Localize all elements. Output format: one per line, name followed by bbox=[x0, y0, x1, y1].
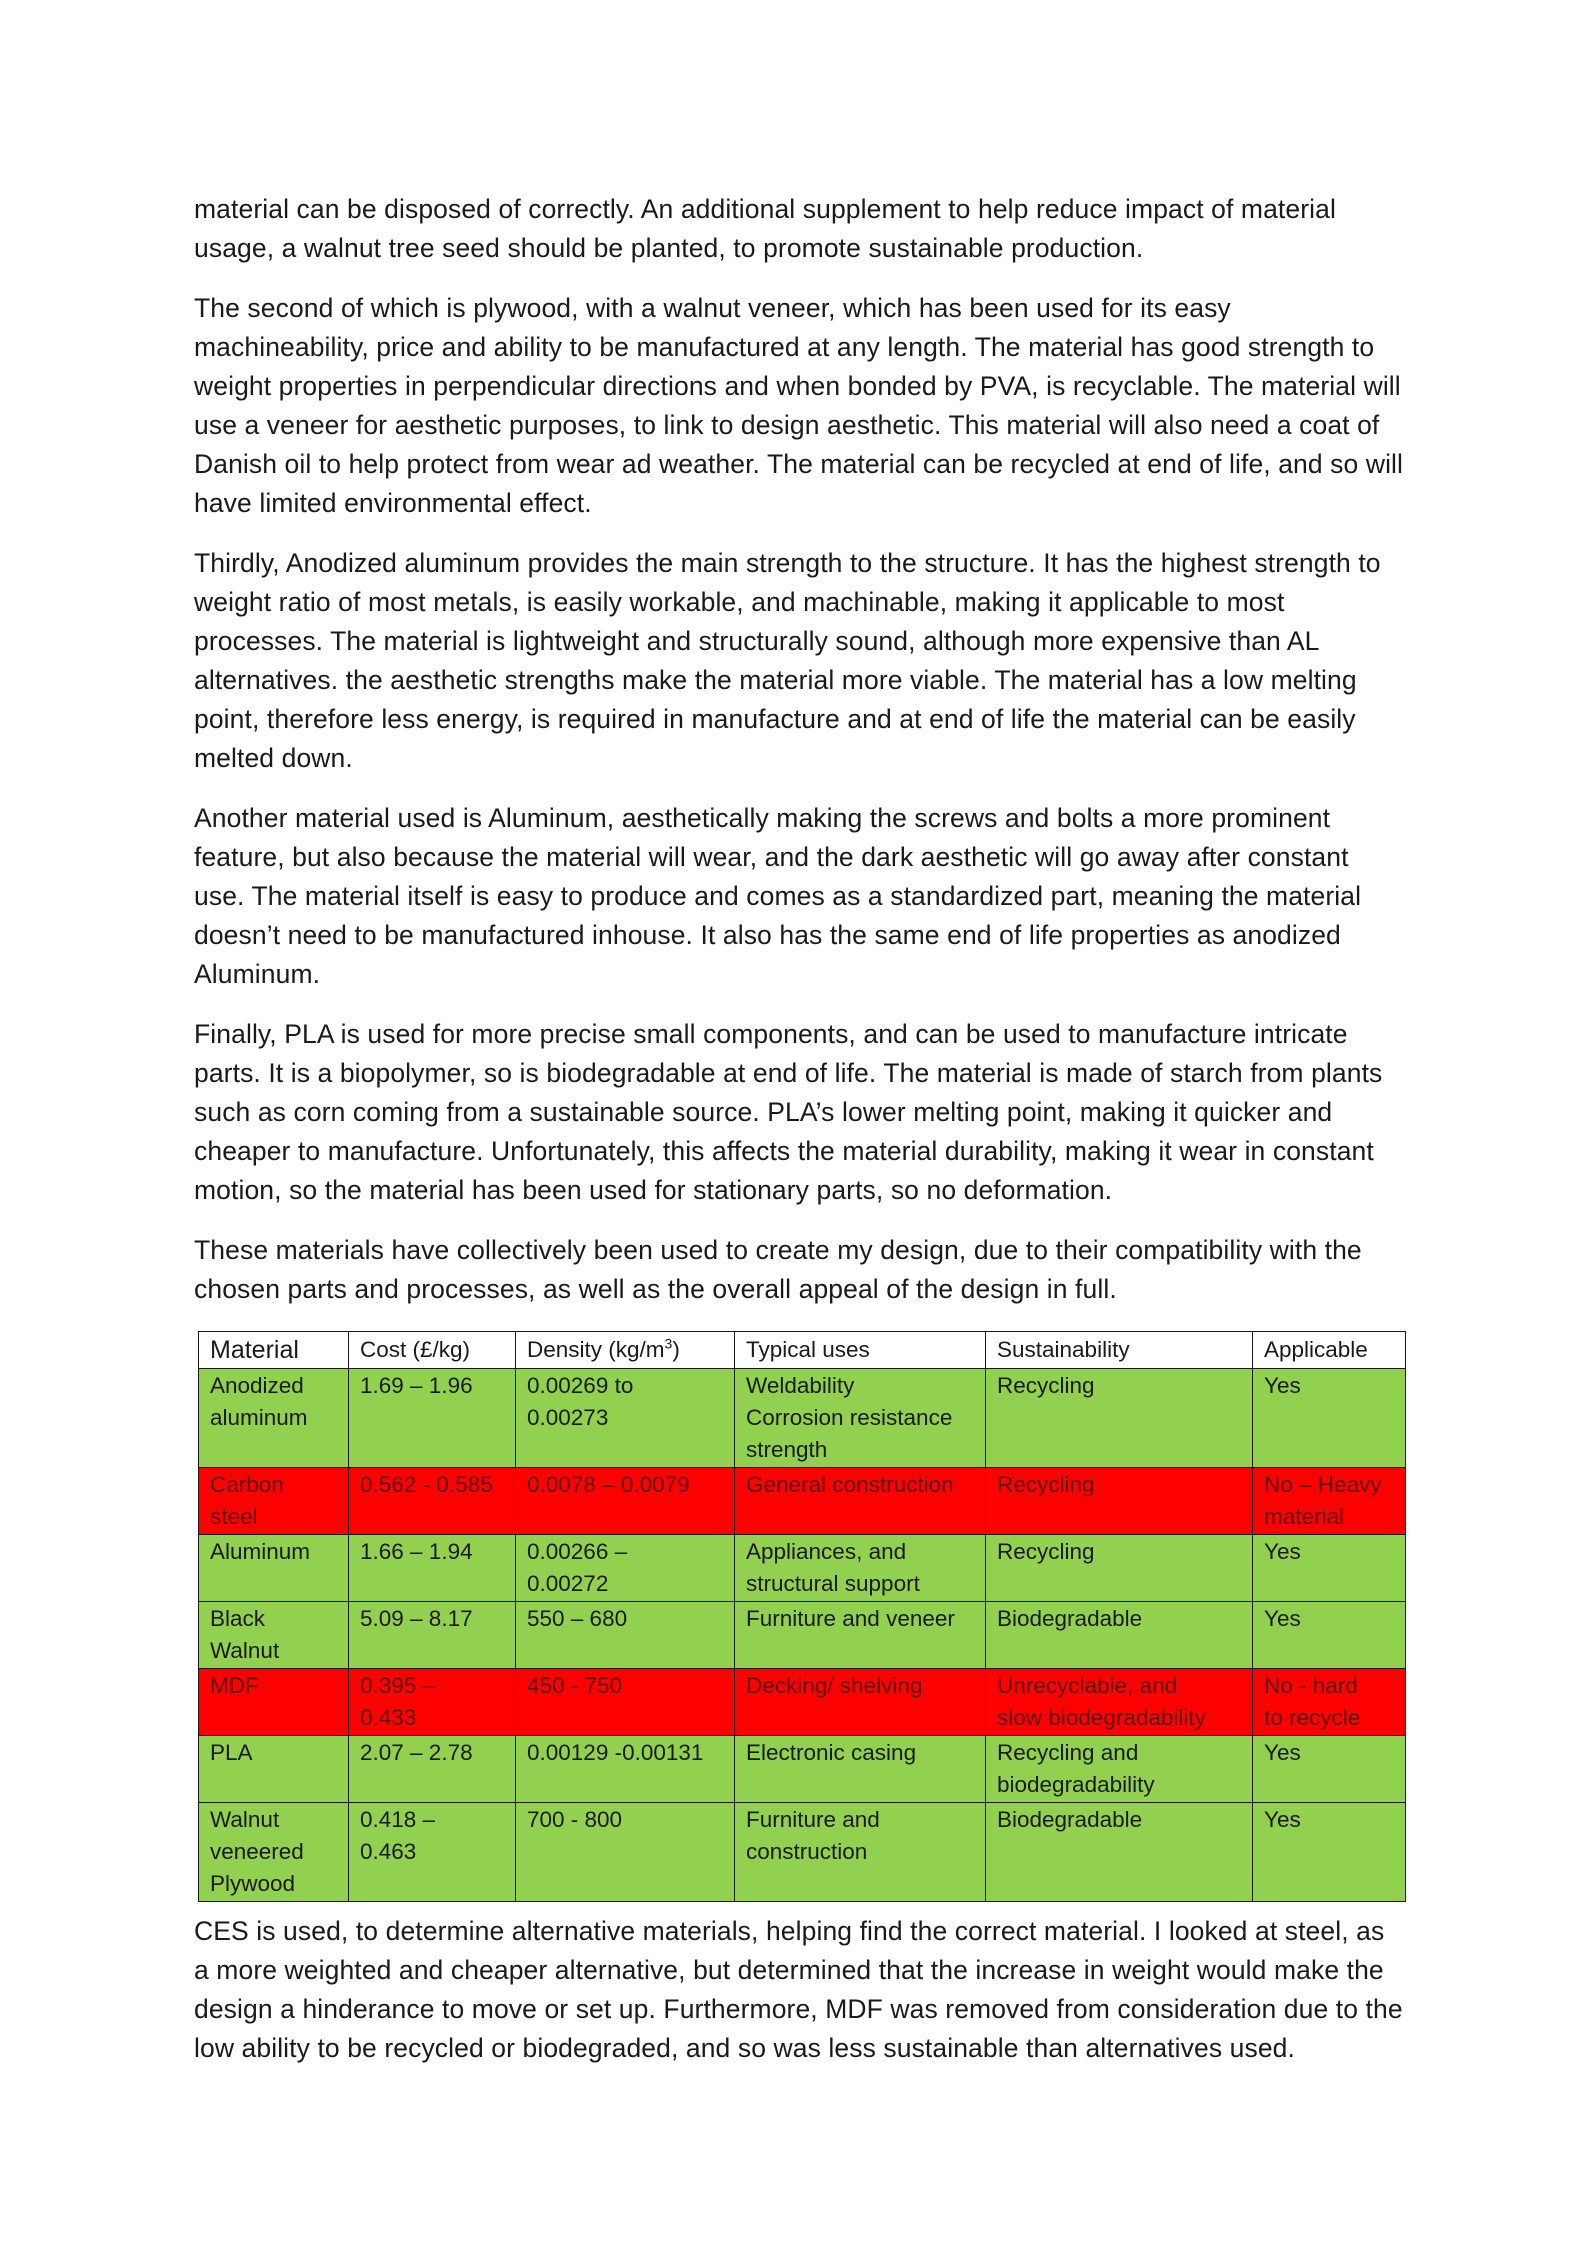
cell-cost: 0.395 – 0.433 bbox=[349, 1669, 516, 1736]
cell-density: 0.00266 – 0.00272 bbox=[516, 1535, 735, 1602]
header-sustainability: Sustainability bbox=[986, 1332, 1253, 1369]
header-material: Material bbox=[199, 1332, 349, 1369]
paragraph-pla: Finally, PLA is used for more precise small components, and can be used to manufacture intricate parts. It is a biopolymer, so is biodegradable at end of life. The material is made of starch from plants such as corn coming from a sustainable source. PLA’s lower melting point, making it quicker and cheaper to manufacture. Unfortunately, this affects the material durability, making it wear in constant motion, so the material has been used for stationary parts, so no deformation. bbox=[194, 1019, 1383, 1205]
header-cost: Cost (£/kg) bbox=[349, 1332, 516, 1369]
cell-material: MDF bbox=[199, 1669, 349, 1736]
cell-typical-uses: Decking/ shelving bbox=[735, 1669, 986, 1736]
paragraph-ces-alternatives: CES is used, to determine alternative materials, helping find the correct material. I looked at steel, as a more weighted and cheaper alternative, but determined that the increase in weight would make the design a hinderance to move or set up. Furthermore, MDF was removed from consideration due to the low ability to be recycled or biodegraded, and so was less sustainable than alternatives used. bbox=[194, 1916, 1403, 2063]
cell-applicable: Yes bbox=[1253, 1369, 1406, 1468]
header-density-text: Density (kg/m bbox=[527, 1337, 665, 1362]
cell-density: 0.0078 – 0.0079 bbox=[516, 1468, 735, 1535]
cell-material: Aluminum bbox=[199, 1535, 349, 1602]
materials-table-body bbox=[199, 1369, 1406, 1902]
cell-cost: 0.562 - 0.585 bbox=[349, 1468, 516, 1535]
materials-table bbox=[198, 1331, 1406, 1902]
table-row bbox=[199, 1468, 1406, 1535]
cell-density: 0.00269 to 0.00273 bbox=[516, 1369, 735, 1468]
cell-typical-uses: Electronic casing bbox=[735, 1736, 986, 1803]
cell-applicable: Yes bbox=[1253, 1736, 1406, 1803]
cell-density: 700 - 800 bbox=[516, 1803, 735, 1902]
cell-typical-uses: Furniture and construction bbox=[735, 1803, 986, 1902]
cell-material: Anodized aluminum bbox=[199, 1369, 349, 1468]
header-density-close: ) bbox=[672, 1337, 680, 1362]
cell-typical-uses: General construction bbox=[735, 1468, 986, 1535]
header-typical-uses: Typical uses bbox=[735, 1332, 986, 1369]
header-density bbox=[516, 1332, 735, 1369]
cell-cost: 5.09 – 8.17 bbox=[349, 1602, 516, 1669]
paragraph-disposal: material can be disposed of correctly. An additional supplement to help reduce impact of material usage, a walnut tree seed should be planted, to promote sustainable production. bbox=[194, 194, 1336, 263]
paragraph-anodized-aluminum: Thirdly, Anodized aluminum provides the main strength to the structure. It has the highest strength to weight ratio of most metals, is easily workable, and machinable, making it applicable to most processes. The material is lightweight and structurally sound, although more expensive than AL alternatives. the aesthetic strengths make the material more viable. The material has a low melting point, therefore less energy, is required in manufacture and at end of life the material can be easily melted down. bbox=[194, 548, 1381, 773]
paragraph-summary: These materials have collectively been used to create my design, due to their compatibility with the chosen parts and processes, as well as the overall appeal of the design in full. bbox=[194, 1235, 1362, 1304]
cell-applicable: No – Heavy material bbox=[1253, 1468, 1406, 1535]
cell-sustainability: Recycling bbox=[986, 1369, 1253, 1468]
cell-sustainability: Recycling and biodegradability bbox=[986, 1736, 1253, 1803]
page-body bbox=[194, 190, 1406, 2089]
cell-sustainability: Unrecyclable, and slow biodegradability bbox=[986, 1669, 1253, 1736]
table-row bbox=[199, 1669, 1406, 1736]
table-row bbox=[199, 1369, 1406, 1468]
cell-density: 450 - 750 bbox=[516, 1669, 735, 1736]
table-row bbox=[199, 1535, 1406, 1602]
cell-cost: 0.418 – 0.463 bbox=[349, 1803, 516, 1902]
cell-applicable: Yes bbox=[1253, 1535, 1406, 1602]
header-density-superscript: 3 bbox=[664, 1335, 673, 1352]
cell-typical-uses: Weldability Corrosion resistance strength bbox=[735, 1369, 986, 1468]
cell-cost: 1.66 – 1.94 bbox=[349, 1535, 516, 1602]
cell-material: Carbon steel bbox=[199, 1468, 349, 1535]
cell-sustainability: Recycling bbox=[986, 1535, 1253, 1602]
table-row bbox=[199, 1602, 1406, 1669]
cell-applicable: Yes bbox=[1253, 1602, 1406, 1669]
cell-cost: 2.07 – 2.78 bbox=[349, 1736, 516, 1803]
cell-applicable: No - hard to recycle bbox=[1253, 1669, 1406, 1736]
cell-sustainability: Biodegradable bbox=[986, 1602, 1253, 1669]
cell-material: Black Walnut bbox=[199, 1602, 349, 1669]
paragraph-aluminum: Another material used is Aluminum, aesthetically making the screws and bolts a more prominent feature, but also because the material will wear, and the dark aesthetic will go away after constant use. The material itself is easy to produce and comes as a standardized part, meaning the material doesn’t need to be manufactured inhouse. It also has the same end of life properties as anodized Aluminum. bbox=[194, 803, 1362, 989]
cell-applicable: Yes bbox=[1253, 1803, 1406, 1902]
cell-typical-uses: Appliances, and structural support bbox=[735, 1535, 986, 1602]
table-row bbox=[199, 1736, 1406, 1803]
cell-density: 0.00129 -0.00131 bbox=[516, 1736, 735, 1803]
header-applicable: Applicable bbox=[1253, 1332, 1406, 1369]
cell-material: Walnut veneered Plywood bbox=[199, 1803, 349, 1902]
cell-material: PLA bbox=[199, 1736, 349, 1803]
table-row bbox=[199, 1803, 1406, 1902]
cell-sustainability: Recycling bbox=[986, 1468, 1253, 1535]
cell-sustainability: Biodegradable bbox=[986, 1803, 1253, 1902]
cell-density: 550 – 680 bbox=[516, 1602, 735, 1669]
cell-typical-uses: Furniture and veneer bbox=[735, 1602, 986, 1669]
table-header-row bbox=[199, 1332, 1406, 1369]
paragraph-plywood: The second of which is plywood, with a walnut veneer, which has been used for its easy machineability, price and ability to be manufactured at any length. The material has good strength to weight properties in perpendicular directions and when bonded by PVA, is recyclable. The material will use a veneer for aesthetic purposes, to link to design aesthetic. This material will also need a coat of Danish oil to help protect from wear ad weather. The material can be recycled at end of life, and so will have limited environmental effect. bbox=[194, 293, 1404, 518]
cell-cost: 1.69 – 1.96 bbox=[349, 1369, 516, 1468]
